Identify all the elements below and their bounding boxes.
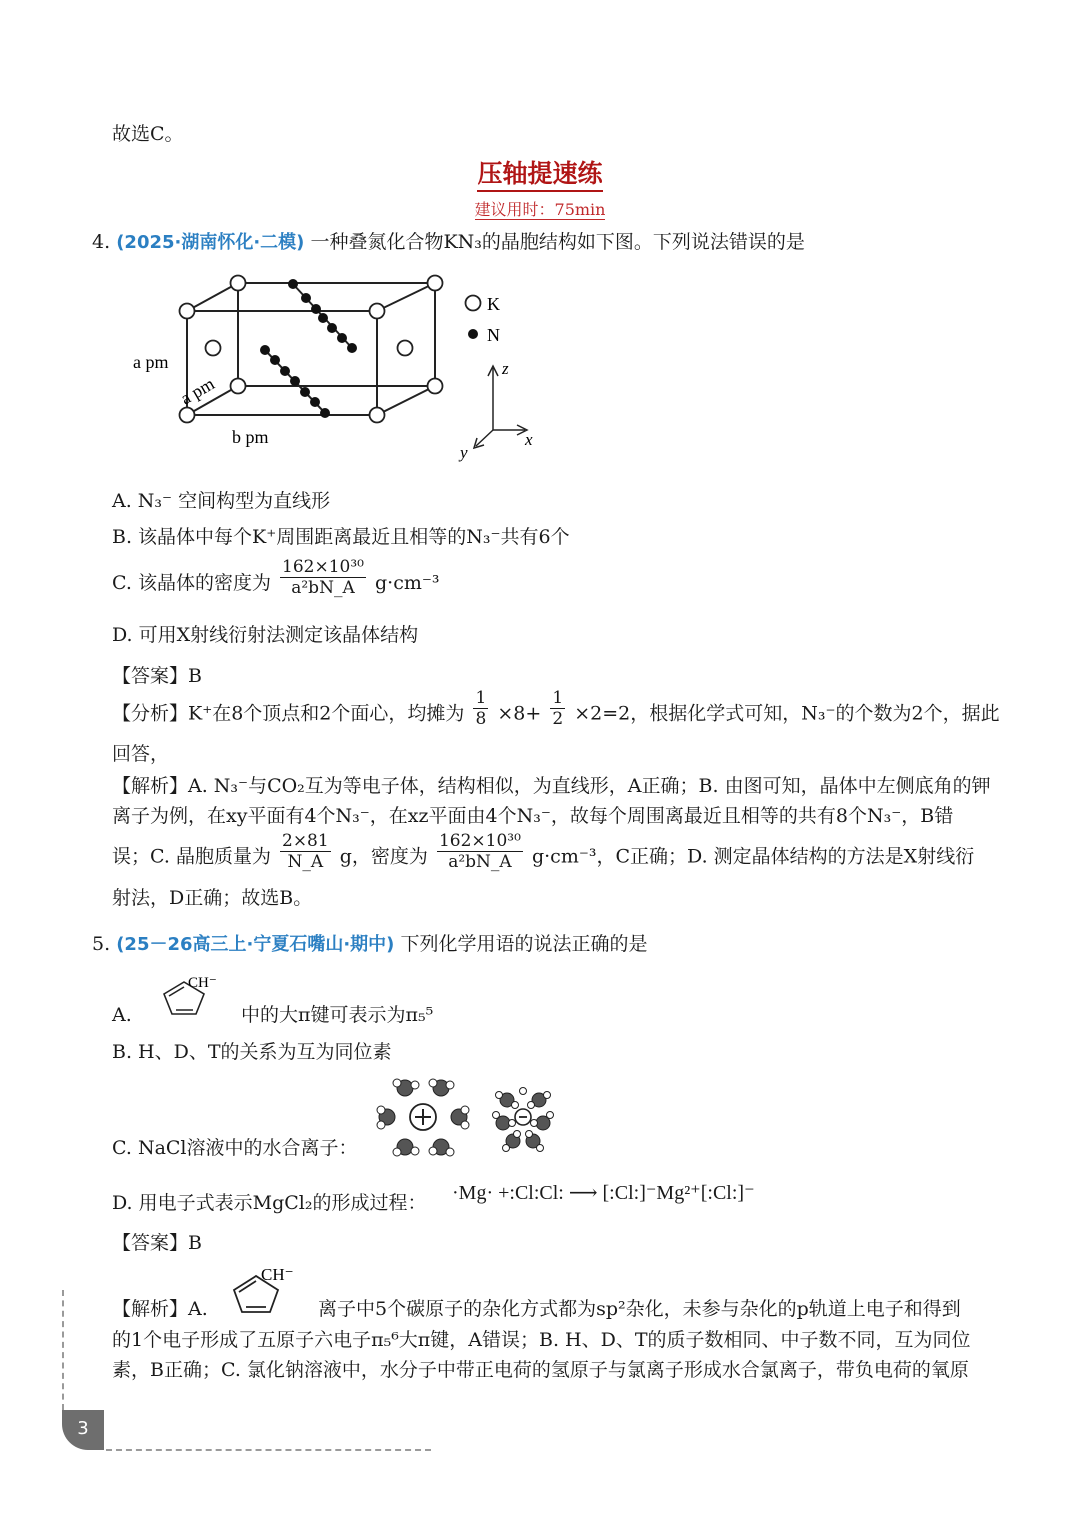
q4-stem: 一种叠氮化合物KN₃的晶胞结构如下图。下列说法错误的是 <box>310 231 805 253</box>
legend-n: N <box>487 325 500 345</box>
q5-option-d: D. 用电子式表示MgCl₂的形成过程： <box>112 1192 427 1214</box>
section-subtitle: 建议用时：75min <box>474 200 606 219</box>
footer-dashed-horizontal <box>106 1449 431 1451</box>
q4-explain-line4: 射法，D正确；故选B。 <box>112 887 313 909</box>
page-number: 3 <box>62 1410 104 1450</box>
q4-source: (2025·湖南怀化·二模) <box>116 232 305 253</box>
hydrated-anion <box>493 1088 554 1152</box>
q4-option-c: C. 该晶体的密度为 $\frac{\text{162×10³⁰}}{\text{a²bN\_A}}$ g·cm⁻³ <box>112 556 440 598</box>
q4-analysis-line2: 回答， <box>112 743 170 765</box>
label-a-vertical: a pm <box>133 352 169 372</box>
cyclopentadienyl-icon <box>158 970 228 1024</box>
q5-stem: 下列化学用语的说法正确的是 <box>400 933 648 955</box>
q5-option-c: C. NaCl溶液中的水合离子： <box>112 1137 358 1159</box>
q4-option-d: D. 可用X射线衍射法测定该晶体结构 <box>112 624 419 646</box>
q4-analysis-line1: 【分析】K⁺在8个顶点和2个面心，均摊为 $\frac{1}{8}$ ×8+ $\frac{1}{2}$ ×2=2，根据化学式可知，N₃⁻的个数为2个，据此 <box>112 688 1000 729</box>
q4-option-b: B. 该晶体中每个K⁺周围距离最近且相等的N₃⁻共有6个 <box>112 526 570 548</box>
label-a-depth: a pm <box>177 373 218 409</box>
q5-number: 5. <box>92 933 111 955</box>
axis-y-label: y <box>460 443 468 462</box>
mgcl2-electron-formula: ·Mg· +:Cl:Cl: ⟶ [:Cl:]⁻Mg²⁺[:Cl:]⁻ <box>452 1182 755 1204</box>
svg-text:CH⁻: CH⁻ <box>261 1265 294 1284</box>
q5-explain-line3: 素，B正确；C. 氯化钠溶液中，水分子中带正电荷的氢原子与氯离子形成水合氯离子，带负电荷的氧原 <box>112 1359 969 1381</box>
footer-dashed-vertical <box>62 1290 64 1410</box>
density-fraction: $\frac{\text{162×10³⁰}}{\text{a²bN\_A}}$ <box>282 556 364 598</box>
crystal-cell-figure <box>120 268 560 468</box>
q5-explain-line2: 的1个电子形成了五原子六电子π₅⁶大π键，A错误；B. H、D、T的质子数相同、中子数不同，互为同位 <box>112 1329 971 1351</box>
label-b: b pm <box>232 427 269 447</box>
q5-answer: 【答案】B <box>112 1232 202 1254</box>
q4-header <box>92 229 805 256</box>
legend-k: K <box>487 294 500 314</box>
conclusion-text: 故选C。 <box>112 123 184 145</box>
q4-answer: 【答案】B <box>112 665 202 687</box>
hydrated-ions-figure <box>375 1075 560 1160</box>
q4-explain-line2: 离子为例，在xy平面有4个N₃⁻，在xz平面由4个N₃⁻，故每个周围离最近且相等的共有8个N₃⁻，B错 <box>112 805 954 827</box>
hydrated-cation <box>377 1079 469 1156</box>
q5-option-b: B. H、D、T的关系为互为同位素 <box>112 1041 392 1063</box>
q4-option-a: A. N₃⁻ 空间构型为直线形 <box>112 490 331 512</box>
section-title: 压轴提速练 <box>0 154 1080 190</box>
axis-x-label: x <box>525 430 533 449</box>
q5-explain-label: 【解析】A. <box>112 1298 208 1320</box>
axis-z-label: z <box>502 359 509 378</box>
q5-option-a-label: A. <box>112 1004 132 1026</box>
q4-explain-line1: 【解析】A. N₃⁻与CO₂互为等电子体，结构相似，为直线形，A正确；B. 由图可知，晶体中左侧底角的钾 <box>112 775 991 797</box>
svg-text:CH⁻: CH⁻ <box>188 975 217 991</box>
q4-number: 4. <box>92 231 111 253</box>
q5-option-a-text: 中的大π键可表示为π₅⁵ <box>241 1004 434 1026</box>
q5-header <box>92 931 647 958</box>
q5-explain-line1: 离子中5个碳原子的杂化方式都为sp²杂化，未参与杂化的p轨道上电子和得到 <box>318 1298 961 1320</box>
q4-explain-line3: 误；C. 晶胞质量为 $\frac{2\times 81}{N\_A}$ g，密度为 $\frac{\text{162×10³⁰}}{\text{a²bN\_A}}$ g·cm⁻³，C正确；D. 测定晶体结构的方法是X射线衍 <box>112 831 975 872</box>
cyclopentadienyl-icon-2 <box>226 1262 306 1320</box>
q5-source: (25－26高三上·宁夏石嘴山·期中) <box>116 934 395 955</box>
